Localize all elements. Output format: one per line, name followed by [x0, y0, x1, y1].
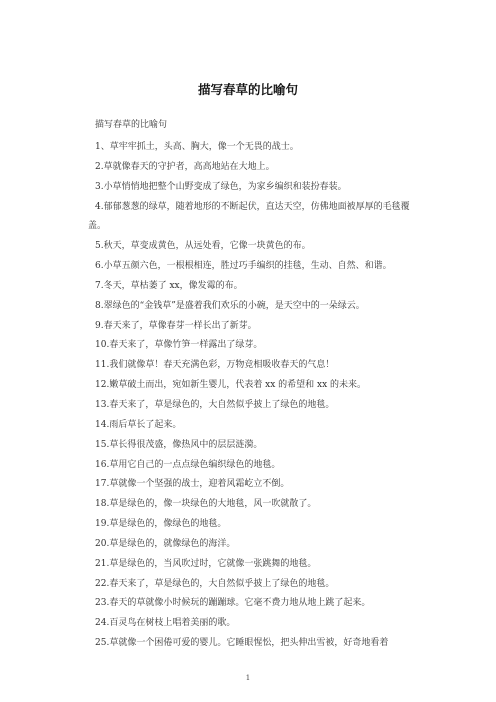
list-item: 21.草是绿色的，当风吹过时，它就像一张跳舞的地毯。: [95, 558, 317, 569]
list-item: 13.春天来了，草是绿色的，大自然似乎披上了绿色的地毯。: [95, 399, 335, 410]
list-item: 8.翠绿色的“金钱草”是盛着我们欢乐的小碗，是天空中的一朵绿云。: [95, 300, 365, 311]
list-item: 19.草是绿色的，像绿色的地毯。: [95, 519, 227, 530]
list-item: 10.春天来了，草像竹笋一样露出了绿芽。: [95, 340, 263, 351]
list-item: 6.小草五颜六色，一根根相连，胜过巧手编织的挂毯，生动、自然、和谐。: [95, 261, 392, 272]
list-item: 5.秋天，草变成黄色，从远处看，它像一块黄色的布。: [95, 241, 311, 252]
list-item: 16.草用它自己的一点点绿色编织绿色的地毯。: [95, 459, 281, 470]
list-item: 3.小草悄悄地把整个山野变成了绿色，为家乡编织和装扮春装。: [95, 181, 347, 192]
list-item: 1、草牢牢抓土，头高、胸大，像一个无畏的战士。: [95, 142, 299, 152]
list-item: 25.草就像一个困倦可爱的婴儿。它睡眼惺忪，把头伸出雪被，好奇地看着: [95, 638, 389, 649]
list-item: 2.草就像春天的守护者，高高地站在大地上。: [95, 161, 275, 172]
list-item: 7.冬天，草枯萎了 xx，像发霉的布。: [95, 280, 243, 291]
list-item: 18.草是绿色的，像一块绿色的大地毯，风一吹就散了。: [95, 499, 317, 510]
list-item: 23.春天的草就像小时候玩的蹦蹦球。它毫不费力地从地上跳了起来。: [95, 598, 371, 609]
list-item: 20.草是绿色的，就像绿色的海洋。: [95, 538, 236, 549]
simile-list: [88, 138, 410, 654]
list-item: 24.百灵鸟在树枝上唱着美丽的歌。: [95, 618, 236, 629]
list-item: 15.草长得很茂盛，像热风中的层层涟漪。: [95, 439, 263, 450]
list-item: 17.草就像一个坚强的战士，迎着风霜屹立不倒。: [95, 479, 290, 490]
list-item: 14.雨后草长了起来。: [95, 419, 182, 430]
list-item: 4.郁郁葱葱的绿草，随着地形的不断起伏，直达天空，仿佛地面被厚厚的毛毯覆盖。: [88, 201, 410, 232]
list-item: 9.春天来了，草像春芽一样长出了新芽。: [95, 320, 257, 331]
list-item: 12.嫩草破土而出，宛如新生婴儿，代表着 xx 的希望和 xx 的未来。: [95, 380, 367, 391]
document-title: 描写春草的比喻句: [197, 82, 298, 97]
page-number: 1: [245, 674, 251, 682]
document-subtitle: 描写春草的比喻句: [95, 120, 168, 130]
list-item: 11.我们就像草！春天充满色彩，万物竞相吸收春天的气息！: [95, 360, 335, 371]
list-item: 22.春天来了，草是绿色的，大自然似乎披上了绿色的地毯。: [95, 578, 335, 589]
